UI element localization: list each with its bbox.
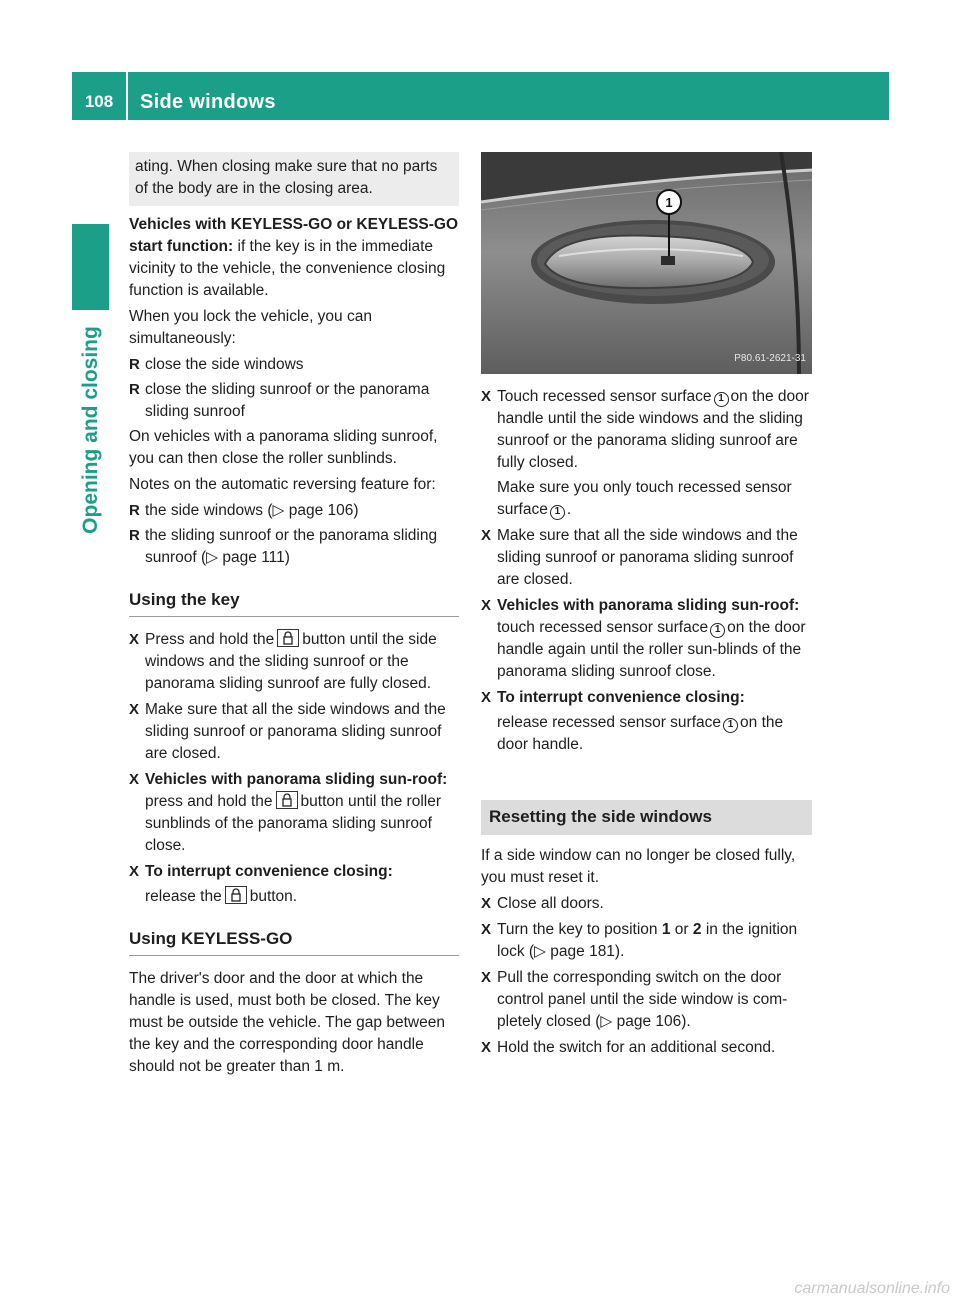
reset-intro: If a side window can no longer be closed fully, you must reset it. (481, 847, 796, 886)
step-item: X To interrupt convenience closing: release the button. (129, 863, 393, 905)
left-column (129, 152, 459, 1082)
step-item: X To interrupt convenience closing: release recessed sensor surface 1 on the door handle. (481, 689, 784, 753)
step-arrow-icon: X (129, 863, 140, 880)
lock-intro: When you lock the vehicle, you can simultaneously: (129, 308, 372, 347)
callout-1-icon: 1 (714, 392, 729, 407)
door-handle-illustration (481, 152, 812, 374)
step-item: X Make sure that all the side windows and the sliding sunroof or panorama sliding sunroof are closed. (129, 701, 446, 762)
step-arrow-icon: X (129, 771, 140, 788)
step-arrow-icon: X (481, 921, 492, 938)
right-column (481, 152, 812, 1063)
side-tab-marker (72, 224, 109, 310)
step-item: X Hold the switch for an additional second. (481, 1037, 812, 1059)
step-arrow-icon: X (129, 701, 140, 718)
bullet-marker: R (129, 527, 140, 544)
bullet-marker: R (129, 356, 140, 373)
section-heading-keyless: Using KEYLESS-GO (129, 928, 459, 956)
step-arrow-icon: X (481, 388, 492, 405)
step-arrow-icon: X (481, 1039, 492, 1056)
keyless-info: The driver's door and the door at which the handle is used, must both be closed. The key must be outside the vehicle. The gap between the key and the corresponding door handle should not be greater than 1 m. (129, 970, 445, 1075)
page-ref-link[interactable]: page 181). (550, 943, 625, 960)
step-arrow-icon: X (481, 527, 492, 544)
section-heading-using-key: Using the key (129, 589, 459, 617)
keyless-text: if the key is in the immediate vicinity to the vehicle, the convenience closing function is available. (129, 238, 446, 299)
page-ref-arrow-icon: ▷ (534, 943, 546, 960)
callout-1-icon: 1 (550, 505, 565, 520)
step-arrow-icon: X (481, 597, 492, 614)
step-item: X Vehicles with panorama sliding sun-roof: touch recessed sensor surface 1 on the door handle again until the roller sun-blinds of the panorama sliding sunroof close. (481, 597, 806, 680)
page-number: 108 (84, 92, 114, 111)
side-tab (72, 310, 109, 550)
page-title: Side windows (140, 91, 276, 113)
keyless-bold: Vehicles with KEYLESS-GO or KEYLESS-GO start function: (129, 216, 459, 255)
panorama-note: On vehicles with a panorama sliding sunroof, you can then close the roller sunblinds. (129, 428, 438, 467)
list-item: R close the sliding sunroof or the panorama sliding sunroof (129, 381, 430, 420)
step-item: X Make sure that all the side windows and the sliding sunroof or panorama sliding sunroof are closed. (481, 527, 798, 588)
warning-box (129, 152, 459, 206)
step-item: X Turn the key to position 1 or 2 in the ignition lock (▷ page 181). (481, 921, 798, 960)
lock-key-icon (225, 886, 247, 904)
lock-key-icon (277, 629, 299, 647)
step-item: X Press and hold the button until the side windows and the sliding sunroof or the panorama sliding sunroof are fully closed. (129, 631, 437, 692)
notes-intro: Notes on the automatic reversing feature for: (129, 476, 436, 493)
bullet-marker: R (129, 381, 140, 398)
callout-1: 1 (665, 195, 673, 210)
photo-code: P80.61-2621-31 (734, 353, 806, 364)
list-item: R close the side windows (129, 354, 459, 376)
header-divider (126, 72, 128, 120)
page-ref-arrow-icon: ▷ (272, 502, 285, 519)
page-ref-link[interactable]: page 106) (288, 502, 359, 519)
warning-text: ating. When closing make sure that no parts of the body are in the closing area. (135, 158, 438, 197)
list-item: R the side windows (▷ page 106) (129, 500, 459, 522)
footer-site: carmanualsonline.info (794, 1280, 950, 1297)
bullet-marker: R (129, 502, 140, 519)
callout-1-icon: 1 (710, 623, 725, 638)
step-arrow-icon: X (481, 895, 492, 912)
lock-key-icon (276, 791, 298, 809)
step-arrow-icon: X (129, 631, 140, 648)
page-ref-arrow-icon: ▷ (206, 549, 219, 566)
step-item: X Vehicles with panorama sliding sun-roof: press and hold the button until the roller sunblinds of the panorama sliding sunroof close. (129, 771, 448, 854)
page-ref-arrow-icon: ▷ (600, 1013, 613, 1030)
step-item: X Close all doors. (481, 893, 812, 915)
side-tab-label: Opening and closing (78, 326, 102, 534)
section-heading-reset: Resetting the side windows (481, 800, 812, 835)
step-arrow-icon: X (481, 969, 492, 986)
step-item: X Touch recessed sensor surface 1 on the door handle until the side windows and the sliding sunroof or the panorama sliding sunroof are fully closed. Make sure you only touch recessed sensor surface 1 . (481, 388, 809, 518)
list-item: R the sliding sunroof or the panorama sliding sunroof (▷ page 111) (129, 527, 438, 566)
step-arrow-icon: X (481, 689, 492, 706)
step-item: X Pull the corresponding switch on the door control panel until the side window is com-pletely closed (▷ page 106). (481, 969, 788, 1030)
keyless-paragraph (129, 214, 459, 302)
door-handle-photo (481, 152, 812, 374)
page-ref-link[interactable]: page 106). (616, 1013, 691, 1030)
callout-1-icon: 1 (723, 718, 738, 733)
page-ref-link[interactable]: page 111) (222, 549, 290, 566)
